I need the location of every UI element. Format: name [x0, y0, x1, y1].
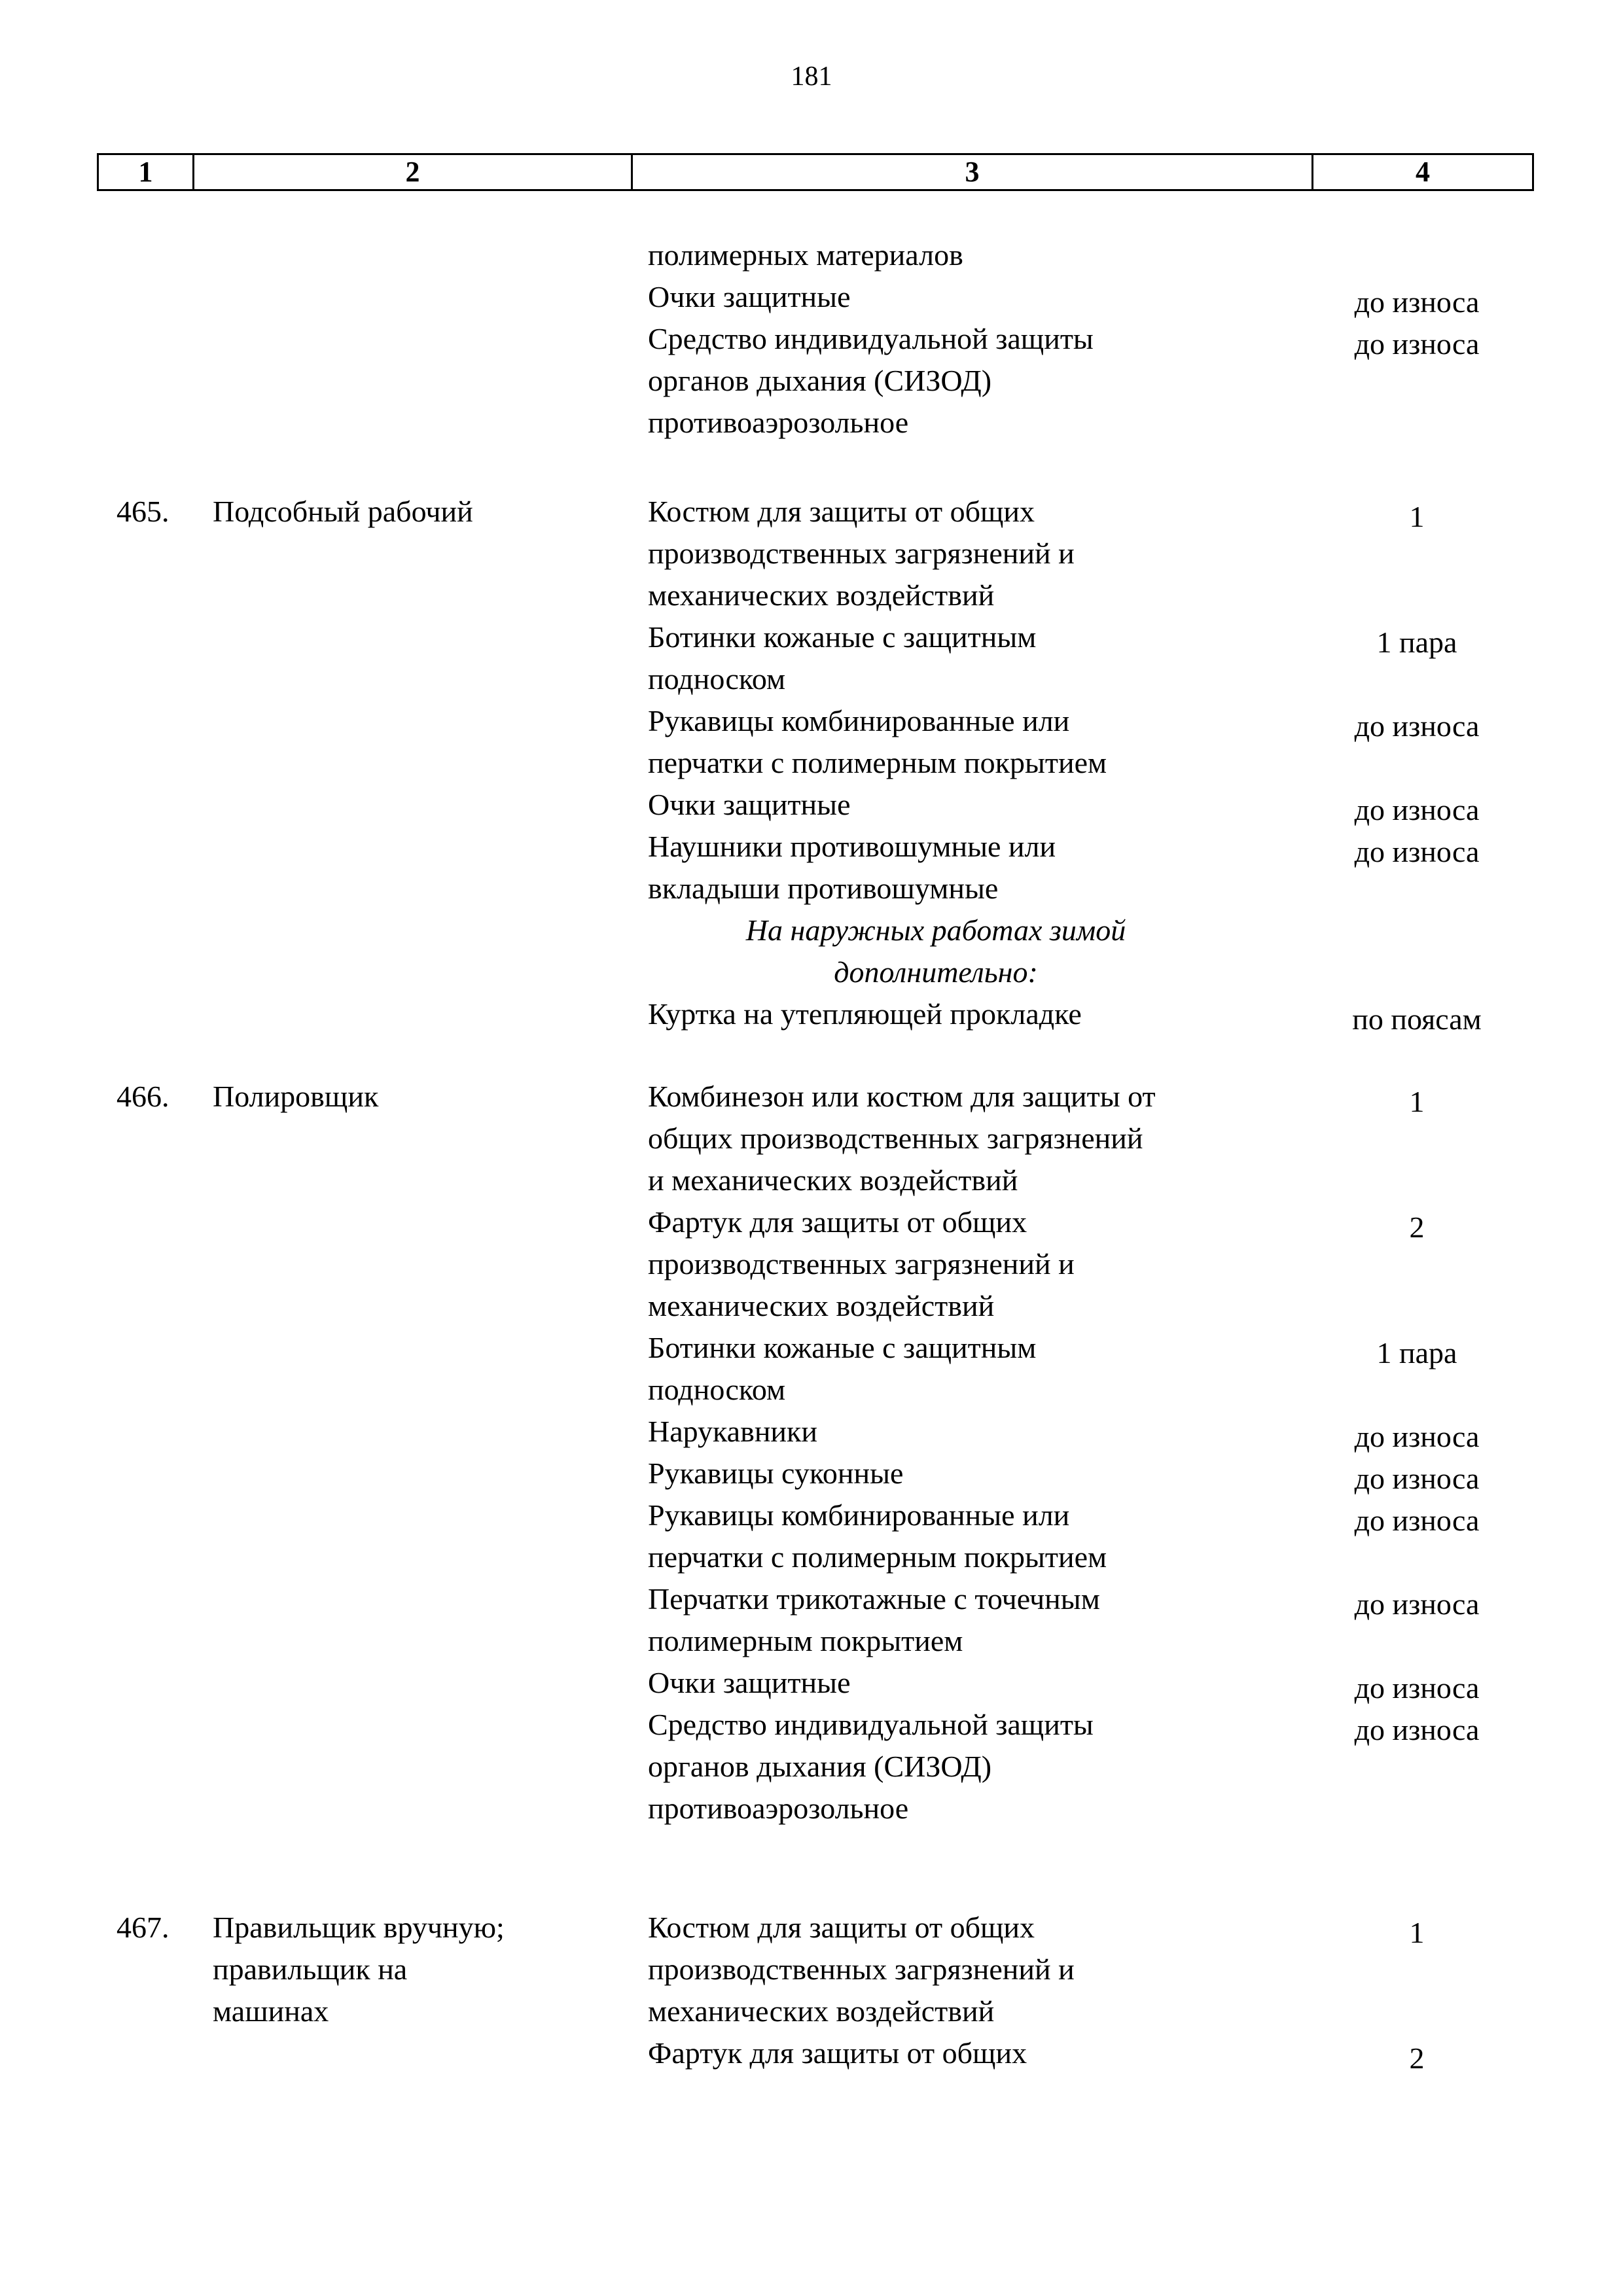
item-name: противоаэрозольное	[648, 406, 909, 439]
item-quantity: до износа	[1354, 835, 1480, 868]
item-name: Рукавицы комбинированные или	[648, 1498, 1070, 1532]
item-quantity: 2	[1409, 1210, 1425, 1244]
item-quantity: до износа	[1354, 793, 1480, 826]
subheading: На наружных работах зимой	[745, 913, 1126, 947]
item-name: Рукавицы комбинированные или	[648, 704, 1070, 737]
item-name: Фартук для защиты от общих	[648, 2036, 1027, 2070]
item-quantity: 2	[1409, 2041, 1425, 2075]
item-name: Ботинки кожаные с защитным	[648, 620, 1037, 654]
header-col-4: 4	[1416, 156, 1430, 188]
item-quantity: до износа	[1354, 709, 1480, 743]
profession-name: машинах	[213, 1994, 329, 2028]
item-quantity: по поясам	[1352, 1002, 1482, 1036]
item-name: механических воздействий	[648, 578, 995, 612]
item-name: подноском	[648, 1373, 786, 1406]
item-name: Костюм для защиты от общих	[648, 495, 1035, 528]
item-name: Куртка на утепляющей прокладке	[648, 997, 1082, 1031]
item-quantity: до износа	[1354, 1587, 1480, 1621]
row-number: 465.	[116, 495, 169, 528]
item-name: Очки защитные	[648, 1666, 851, 1699]
item-name: перчатки с полимерным покрытием	[648, 1540, 1107, 1574]
item-name: Перчатки трикотажные с точечным	[648, 1582, 1100, 1616]
item-name: Очки защитные	[648, 280, 851, 313]
page-number: 181	[791, 62, 832, 92]
header-col-1: 1	[99, 155, 194, 189]
row-number: 467.	[116, 1911, 169, 1944]
item-name: и механических воздействий	[648, 1163, 1018, 1197]
item-name: механических воздействий	[648, 1994, 995, 2028]
item-name: Костюм для защиты от общих	[648, 1911, 1035, 1944]
item-name: общих производственных загрязнений	[648, 1122, 1143, 1155]
item-quantity: 1	[1409, 1085, 1425, 1118]
profession-name: правильщик на	[213, 1952, 408, 1986]
item-name: производственных загрязнений и	[648, 1952, 1075, 1986]
item-quantity: 1	[1409, 500, 1425, 533]
item-quantity: до износа	[1354, 1671, 1480, 1704]
item-name: Средство индивидуальной защиты	[648, 322, 1094, 355]
item-quantity: до износа	[1354, 1713, 1480, 1746]
item-name: механических воздействий	[648, 1289, 995, 1322]
profession-name: Подсобный рабочий	[213, 495, 473, 528]
item-name: производственных загрязнений и	[648, 537, 1075, 570]
item-name: Очки защитные	[648, 788, 851, 821]
profession-name: Правильщик вручную;	[213, 1911, 505, 1944]
item-quantity: до износа	[1354, 327, 1480, 361]
item-name: вкладыши противошумные	[648, 872, 999, 905]
table-header	[97, 153, 1534, 191]
item-name: подноском	[648, 662, 786, 696]
item-quantity: 1 пара	[1376, 626, 1457, 659]
header-col-2: 2	[194, 155, 633, 189]
item-name: органов дыхания (СИЗОД)	[648, 1750, 992, 1783]
item-quantity: до износа	[1354, 1420, 1480, 1453]
item-name: Ботинки кожаные с защитным	[648, 1331, 1037, 1364]
item-quantity: 1	[1409, 1916, 1425, 1949]
header-col-3: 3	[633, 155, 1313, 189]
item-name: Наушники противошумные или	[648, 830, 1056, 863]
item-name: полимерных материалов	[648, 238, 963, 272]
item-name: полимерным покрытием	[648, 1624, 963, 1657]
item-name: Комбинезон или костюм для защиты от	[648, 1080, 1156, 1113]
item-quantity: до износа	[1354, 1462, 1480, 1495]
item-quantity: до износа	[1354, 1504, 1480, 1537]
item-name: Фартук для защиты от общих	[648, 1205, 1027, 1239]
row-number: 466.	[116, 1080, 169, 1113]
item-name: Средство индивидуальной защиты	[648, 1708, 1094, 1741]
item-name: производственных загрязнений и	[648, 1247, 1075, 1280]
item-name: перчатки с полимерным покрытием	[648, 746, 1107, 779]
item-name: противоаэрозольное	[648, 1792, 909, 1825]
item-name: Нарукавники	[648, 1415, 818, 1448]
item-name: органов дыхания (СИЗОД)	[648, 364, 992, 397]
item-quantity: 1 пара	[1376, 1336, 1457, 1369]
item-name: Рукавицы суконные	[648, 1457, 904, 1490]
profession-name: Полировщик	[213, 1080, 379, 1113]
item-quantity: до износа	[1354, 285, 1480, 319]
subheading: дополнительно:	[834, 955, 1038, 989]
